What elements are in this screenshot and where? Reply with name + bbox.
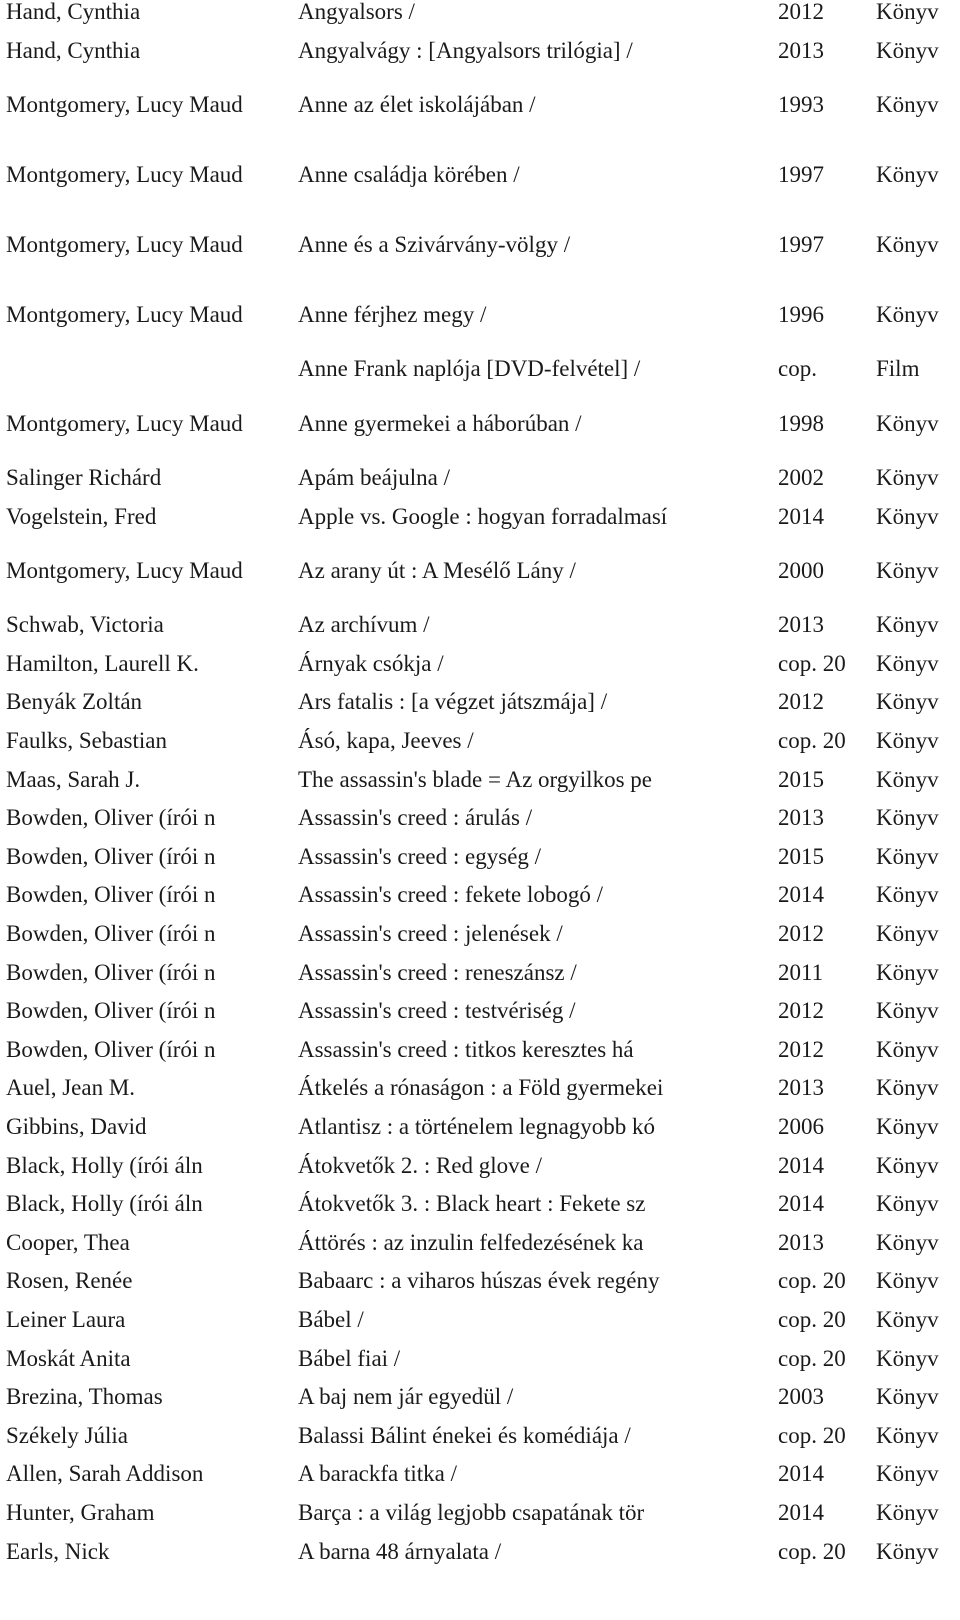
author-cell: Montgomery, Lucy Maud xyxy=(6,410,243,436)
author-cell: Bowden, Oliver (írói n xyxy=(6,921,216,947)
title-cell: Ásó, kapa, Jeeves / xyxy=(298,728,474,754)
type-cell: Könyv xyxy=(876,1461,939,1487)
table-row xyxy=(0,992,960,1031)
table-row xyxy=(0,760,960,799)
title-cell: Anne gyermekei a háborúban / xyxy=(298,410,582,436)
table-row xyxy=(0,1339,960,1378)
table-row xyxy=(0,838,960,877)
type-cell: Könyv xyxy=(876,805,939,831)
title-cell: Assassin's creed : fekete lobogó / xyxy=(298,882,603,908)
type-cell: Könyv xyxy=(876,410,939,436)
type-cell: Könyv xyxy=(876,1036,939,1062)
year-cell: 2011 xyxy=(778,959,824,985)
year-cell: 2012 xyxy=(778,1036,824,1062)
title-cell: Anne és a Szivárvány-völgy / xyxy=(298,232,571,258)
table-row xyxy=(0,350,960,389)
type-cell: Könyv xyxy=(876,232,939,258)
year-cell: 2002 xyxy=(778,465,824,491)
author-cell: Vogelstein, Fred xyxy=(6,503,157,529)
author-cell: Auel, Jean M. xyxy=(6,1075,136,1101)
type-cell: Könyv xyxy=(876,998,939,1024)
table-row xyxy=(0,459,960,498)
table-row xyxy=(0,32,960,71)
author-cell: Hand, Cynthia xyxy=(6,37,141,63)
type-cell: Könyv xyxy=(876,612,939,638)
type-cell: Könyv xyxy=(876,650,939,676)
year-cell: 1993 xyxy=(778,92,824,118)
title-cell: Assassin's creed : reneszánsz / xyxy=(298,959,577,985)
title-cell: Anne az élet iskolájában / xyxy=(298,92,536,118)
author-cell: Schwab, Victoria xyxy=(6,612,164,638)
author-cell: Black, Holly (írói áln xyxy=(6,1191,203,1217)
title-cell: Assassin's creed : testvériség / xyxy=(298,998,576,1024)
year-cell: 1997 xyxy=(778,232,824,258)
type-cell: Könyv xyxy=(876,1384,939,1410)
type-cell: Film xyxy=(876,356,920,382)
author-cell: Hand, Cynthia xyxy=(6,0,141,25)
title-cell: Átokvetők 2. : Red glove / xyxy=(298,1152,543,1178)
author-cell: Montgomery, Lucy Maud xyxy=(6,162,243,188)
year-cell: 1996 xyxy=(778,302,824,328)
title-cell: Anne Frank naplója [DVD-felvétel] / xyxy=(298,356,641,382)
title-cell: Assassin's creed : titkos keresztes há xyxy=(298,1036,634,1062)
author-cell: Moskát Anita xyxy=(6,1345,131,1371)
type-cell: Könyv xyxy=(876,766,939,792)
title-cell: Babaarc : a viharos húszas évek regény xyxy=(298,1268,660,1294)
year-cell: 2012 xyxy=(778,0,824,25)
type-cell: Könyv xyxy=(876,1191,939,1217)
year-cell: cop. 20 xyxy=(778,1345,846,1371)
year-cell: 2014 xyxy=(778,1152,824,1178)
author-cell: Bowden, Oliver (írói n xyxy=(6,805,216,831)
table-row xyxy=(0,915,960,954)
table-row xyxy=(0,645,960,684)
type-cell: Könyv xyxy=(876,37,939,63)
title-cell: Barça : a világ legjobb csapatának tör xyxy=(298,1500,645,1526)
year-cell: 2006 xyxy=(778,1114,824,1140)
type-cell: Könyv xyxy=(876,1500,939,1526)
title-cell: Ars fatalis : [a végzet játszmája] / xyxy=(298,689,608,715)
type-cell: Könyv xyxy=(876,1538,939,1564)
title-cell: Atlantisz : a történelem legnagyobb kó xyxy=(298,1114,656,1140)
author-cell xyxy=(6,350,286,389)
table-row xyxy=(0,70,960,140)
title-cell: Assassin's creed : jelenések / xyxy=(298,921,563,947)
title-cell: Az archívum / xyxy=(298,612,430,638)
author-cell: Cooper, Thea xyxy=(6,1229,130,1255)
title-cell: Átkelés a rónaságon : a Föld gyermekei xyxy=(298,1075,664,1101)
author-cell: Faulks, Sebastian xyxy=(6,728,167,754)
year-cell: cop. 20 xyxy=(778,1422,846,1448)
author-cell: Maas, Sarah J. xyxy=(6,766,141,792)
type-cell: Könyv xyxy=(876,302,939,328)
year-cell: cop. 20 xyxy=(778,1268,846,1294)
year-cell: 2003 xyxy=(778,1384,824,1410)
table-row xyxy=(0,1532,960,1571)
year-cell: cop. xyxy=(778,356,817,382)
type-cell: Könyv xyxy=(876,465,939,491)
type-cell: Könyv xyxy=(876,0,939,25)
author-cell: Bowden, Oliver (írói n xyxy=(6,1036,216,1062)
title-cell: A barna 48 árnyalata / xyxy=(298,1538,502,1564)
table-row xyxy=(0,1108,960,1147)
table-row xyxy=(0,1031,960,1070)
author-cell: Gibbins, David xyxy=(6,1114,147,1140)
table-row xyxy=(0,876,960,915)
title-cell: Anne férjhez megy / xyxy=(298,302,487,328)
title-cell: Apám beájulna / xyxy=(298,465,451,491)
author-cell: Salinger Richárd xyxy=(6,465,162,491)
title-cell: Assassin's creed : egység / xyxy=(298,843,542,869)
year-cell: 2000 xyxy=(778,558,824,583)
year-cell: 1998 xyxy=(778,410,824,436)
year-cell: 2013 xyxy=(778,805,824,831)
title-cell: Árnyak csókja / xyxy=(298,650,444,676)
year-cell: 2012 xyxy=(778,689,824,715)
year-cell: 2015 xyxy=(778,843,824,869)
author-cell: Bowden, Oliver (írói n xyxy=(6,998,216,1024)
author-cell: Leiner Laura xyxy=(6,1307,126,1333)
author-cell: Bowden, Oliver (írói n xyxy=(6,882,216,908)
author-cell: Bowden, Oliver (írói n xyxy=(6,843,216,869)
title-cell: Átokvetők 3. : Black heart : Fekete sz xyxy=(298,1191,646,1217)
table-row xyxy=(0,1301,960,1340)
author-cell: Montgomery, Lucy Maud xyxy=(6,558,243,583)
table-row xyxy=(0,280,960,350)
type-cell: Könyv xyxy=(876,1075,939,1101)
table-row xyxy=(0,799,960,838)
type-cell: Könyv xyxy=(876,728,939,754)
year-cell: 2014 xyxy=(778,503,824,529)
title-cell: Angyalvágy : [Angyalsors trilógia] / xyxy=(298,37,633,63)
author-cell: Rosen, Renée xyxy=(6,1268,133,1294)
type-cell: Könyv xyxy=(876,959,939,985)
type-cell: Könyv xyxy=(876,162,939,188)
table-row xyxy=(0,606,960,645)
author-cell: Benyák Zoltán xyxy=(6,689,143,715)
type-cell: Könyv xyxy=(876,558,939,583)
type-cell: Könyv xyxy=(876,843,939,869)
type-cell: Könyv xyxy=(876,1268,939,1294)
author-cell: Székely Júlia xyxy=(6,1422,128,1448)
title-cell: Bábel fiai / xyxy=(298,1345,401,1371)
type-cell: Könyv xyxy=(876,503,939,529)
table-row xyxy=(0,1262,960,1301)
year-cell: 2014 xyxy=(778,882,824,908)
type-cell: Könyv xyxy=(876,689,939,715)
table-row xyxy=(0,953,960,992)
table-row xyxy=(0,497,960,536)
table-row xyxy=(0,1146,960,1185)
title-cell: Áttörés : az inzulin felfedezésének ka xyxy=(298,1229,644,1255)
table-row xyxy=(0,1069,960,1108)
table-row xyxy=(0,1417,960,1456)
year-cell: 2013 xyxy=(778,37,824,63)
title-cell: Angyalsors / xyxy=(298,0,415,25)
author-cell: Brezina, Thomas xyxy=(6,1384,163,1410)
table-row xyxy=(0,140,960,210)
type-cell: Könyv xyxy=(876,882,939,908)
type-cell: Könyv xyxy=(876,1307,939,1333)
type-cell: Könyv xyxy=(876,921,939,947)
table-row xyxy=(0,210,960,280)
type-cell: Könyv xyxy=(876,1345,939,1371)
type-cell: Könyv xyxy=(876,1152,939,1178)
title-cell: Bábel / xyxy=(298,1307,364,1333)
year-cell: 1997 xyxy=(778,162,824,188)
table-row xyxy=(0,536,960,606)
title-cell: A barackfa titka / xyxy=(298,1461,458,1487)
year-cell: cop. 20 xyxy=(778,650,846,676)
author-cell: Hamilton, Laurell K. xyxy=(6,650,199,676)
year-cell: 2013 xyxy=(778,612,824,638)
year-cell: 2015 xyxy=(778,766,824,792)
type-cell: Könyv xyxy=(876,1114,939,1140)
author-cell: Allen, Sarah Addison xyxy=(6,1461,204,1487)
year-cell: 2012 xyxy=(778,998,824,1024)
table-row xyxy=(0,683,960,722)
table-row xyxy=(0,1224,960,1263)
title-cell: Anne családja körében / xyxy=(298,162,520,188)
title-cell: Az arany út : A Mesélő Lány / xyxy=(298,558,576,583)
year-cell: 2014 xyxy=(778,1191,824,1217)
table-row xyxy=(0,1378,960,1417)
table-row xyxy=(0,0,960,32)
year-cell: cop. 20 xyxy=(778,1307,846,1333)
author-cell: Montgomery, Lucy Maud xyxy=(6,92,243,118)
year-cell: 2012 xyxy=(778,921,824,947)
author-cell: Black, Holly (írói áln xyxy=(6,1152,203,1178)
title-cell: Apple vs. Google : hogyan forradalmasí xyxy=(298,503,668,529)
author-cell: Montgomery, Lucy Maud xyxy=(6,302,243,328)
author-cell: Montgomery, Lucy Maud xyxy=(6,232,243,258)
table-row xyxy=(0,1455,960,1494)
year-cell: 2014 xyxy=(778,1500,824,1526)
author-cell: Bowden, Oliver (írói n xyxy=(6,959,216,985)
title-cell: A baj nem jár egyedül / xyxy=(298,1384,514,1410)
title-cell: Balassi Bálint énekei és komédiája / xyxy=(298,1422,631,1448)
table-row xyxy=(0,1185,960,1224)
year-cell: 2014 xyxy=(778,1461,824,1487)
author-cell: Earls, Nick xyxy=(6,1538,110,1564)
table-row xyxy=(0,1494,960,1533)
author-cell: Hunter, Graham xyxy=(6,1500,155,1526)
year-cell: 2013 xyxy=(778,1075,824,1101)
type-cell: Könyv xyxy=(876,1229,939,1255)
table-row xyxy=(0,389,960,459)
year-cell: cop. 20 xyxy=(778,728,846,754)
table-row xyxy=(0,722,960,761)
year-cell: cop. 20 xyxy=(778,1538,846,1564)
type-cell: Könyv xyxy=(876,1422,939,1448)
type-cell: Könyv xyxy=(876,92,939,118)
title-cell: Assassin's creed : árulás / xyxy=(298,805,533,831)
title-cell: The assassin's blade = Az orgyilkos pe xyxy=(298,766,652,792)
year-cell: 2013 xyxy=(778,1229,824,1255)
